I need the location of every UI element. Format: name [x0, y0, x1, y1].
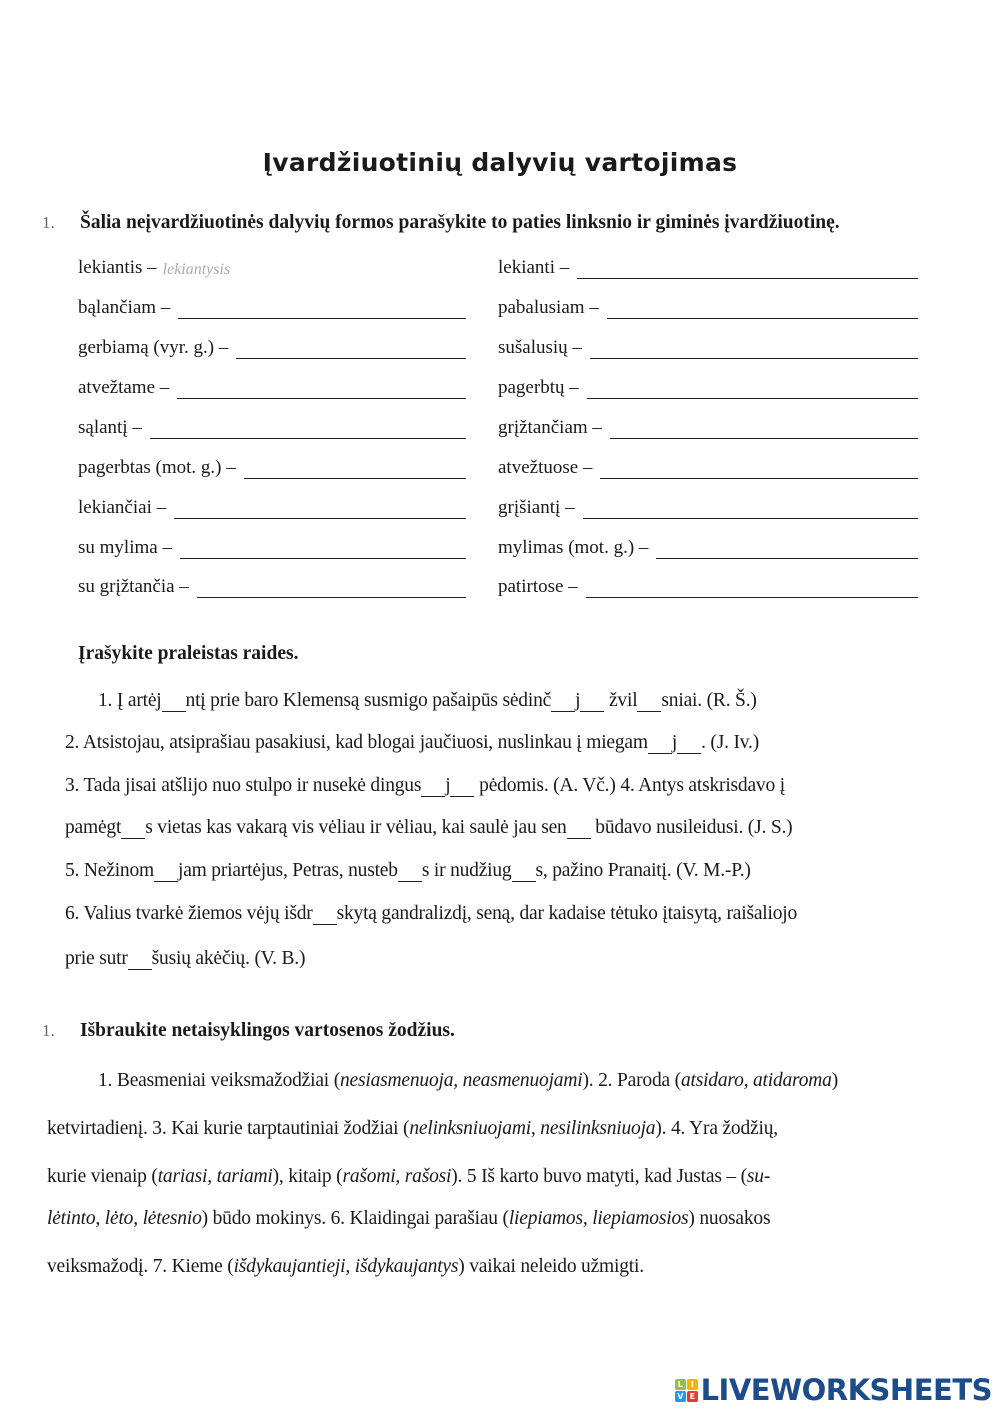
logo-square: L	[675, 1379, 686, 1390]
word-choice[interactable]: išdykaujantieji, išdykaujantys	[233, 1256, 459, 1277]
sentence-text: ketvirtadienį. 3. Kai kurie tarptautiniai žodžiai (	[47, 1118, 410, 1139]
sentence-text: j	[671, 732, 678, 753]
answer-row	[498, 495, 918, 519]
answer-row	[78, 455, 466, 479]
sentence-line	[47, 1256, 644, 1278]
answer-row	[498, 535, 918, 559]
sentence-line	[65, 903, 797, 925]
sentence-text: )	[831, 1070, 839, 1091]
answer-label: atvežtuose –	[498, 457, 593, 478]
answer-label: patirtose –	[498, 576, 578, 597]
task2-heading: Įrašykite praleistas raides.	[78, 643, 299, 664]
letter-blank[interactable]	[677, 735, 701, 754]
answer-row	[498, 375, 918, 399]
answer-row	[498, 415, 918, 439]
answer-input[interactable]	[577, 256, 918, 279]
letter-blank[interactable]	[567, 820, 591, 839]
word-choice[interactable]: nelinksniuojami, nesilinksniuoja	[409, 1118, 656, 1139]
letter-blank[interactable]	[450, 778, 474, 797]
answer-label: lekiančiai –	[78, 497, 167, 518]
logo-squares-icon	[675, 1379, 698, 1402]
sentence-line	[98, 690, 757, 712]
letter-blank[interactable]	[551, 693, 575, 712]
answer-input[interactable]	[180, 536, 466, 559]
task1-instruction: Šalia neįvardžiuotinės dalyvių formos parašykite to paties linksnio ir giminės įvardžiuotinę.	[80, 212, 840, 233]
letter-blank[interactable]	[121, 820, 145, 839]
sentence-text: s ir nudžiug	[421, 860, 512, 881]
word-choice[interactable]: nesiasmenuoja, neasmenuojami	[340, 1070, 583, 1091]
answer-row	[498, 335, 918, 359]
logo-square: V	[675, 1391, 686, 1402]
sentence-text: 2. Atsistojau, atsiprašiau pasakiusi, kad blogai jaučiuosi, nuslinkau į miegam	[65, 732, 648, 753]
sentence-text: . (J. Iv.)	[701, 732, 760, 753]
sentence-text: jam priartėjus, Petras, nusteb	[177, 860, 398, 881]
answer-row	[78, 495, 466, 519]
task1-heading	[42, 212, 840, 234]
answer-row	[498, 455, 918, 479]
sentence-text: ). 5 Iš karto buvo matyti, kad Justas – (	[451, 1166, 747, 1187]
answer-input[interactable]	[177, 376, 466, 399]
sentence-text: 1. Į artėj	[98, 690, 162, 711]
sentence-text: s, pažino Pranaitį. (V. M.-P.)	[535, 860, 751, 881]
letter-blank[interactable]	[154, 863, 178, 882]
word-choice[interactable]: tariasi, tariami	[157, 1166, 273, 1187]
sentence-text: j	[575, 690, 581, 711]
answer-label: grįžtančiam –	[498, 417, 602, 438]
sentence-line	[98, 1070, 838, 1092]
answer-input[interactable]	[587, 376, 918, 399]
sentence-text: veiksmažodį. 7. Kieme (	[47, 1256, 234, 1277]
task3-heading	[42, 1020, 455, 1042]
answer-label: sušalusių –	[498, 337, 582, 358]
letter-blank[interactable]	[580, 693, 604, 712]
answer-label: su mylima –	[78, 537, 172, 558]
answer-input[interactable]	[197, 575, 466, 598]
word-choice[interactable]: rašomi, rašosi	[342, 1166, 452, 1187]
sentence-line	[65, 860, 751, 882]
answer-label: pagerbtų –	[498, 377, 579, 398]
letter-blank[interactable]	[128, 951, 152, 970]
answer-label: sąlantį –	[78, 417, 142, 438]
answer-row	[498, 574, 918, 598]
answer-label: bąlančiam –	[78, 297, 171, 318]
sentence-text: skytą gandralizdį, seną, dar kadaise tėtuko įtaisytą, raišaliojo	[336, 903, 798, 924]
sentence-text: ) vaikai neleido užmigti.	[458, 1256, 644, 1277]
sentence-text: 6. Valius tvarkė žiemos vėjų išdr	[65, 903, 313, 924]
answer-input[interactable]	[150, 416, 466, 439]
answer-input[interactable]	[590, 336, 918, 359]
sentence-line	[65, 732, 759, 754]
sentence-text: sniai. (R. Š.)	[661, 690, 757, 711]
letter-blank[interactable]	[162, 693, 186, 712]
sentence-text: būdavo nusileidusi. (J. S.)	[590, 817, 793, 838]
sentence-line	[65, 775, 785, 797]
answer-input[interactable]	[607, 296, 918, 319]
answer-label: lekianti –	[498, 257, 570, 278]
sentence-text: ), kitaip (	[272, 1166, 343, 1187]
letter-blank[interactable]	[512, 863, 536, 882]
sentence-text: pamėgt	[65, 817, 122, 838]
sentence-text: 1. Beasmeniai veiksmažodžiai (	[98, 1070, 340, 1091]
answer-label: su grįžtančia –	[78, 576, 189, 597]
answer-input[interactable]	[656, 536, 918, 559]
sentence-text: prie sutr	[65, 948, 128, 969]
sentence-line	[65, 948, 305, 970]
task1-number: 1.	[42, 213, 55, 232]
answer-label: grįšiantį –	[498, 497, 575, 518]
answer-input[interactable]	[178, 296, 466, 319]
answer-label: pabalusiam –	[498, 297, 599, 318]
answer-row	[498, 255, 918, 279]
sentence-text: 5. Nežinom	[65, 860, 154, 881]
example-answer: lekiantysis	[162, 261, 231, 278]
sentence-text: ) nuosakos	[688, 1208, 771, 1229]
page-title: Įvardžiuotinių dalyvių vartojimas	[262, 148, 738, 177]
letter-blank[interactable]	[637, 693, 661, 712]
answer-row	[78, 535, 466, 559]
sentence-line	[47, 1208, 770, 1230]
sentence-line	[47, 1166, 770, 1188]
sentence-line	[47, 1118, 778, 1140]
sentence-text: ntį prie baro Klemensą susmigo pašaipūs sėdinč	[185, 690, 552, 711]
logo-text: LIVEWORKSHEETS	[700, 1373, 992, 1407]
sentence-text: šusių akėčių. (V. B.)	[151, 948, 306, 969]
sentence-text: j	[445, 775, 451, 796]
answer-label: gerbiamą (vyr. g.) –	[78, 337, 229, 358]
answer-row	[78, 574, 466, 598]
sentence-text: ). 2. Paroda (	[582, 1070, 681, 1091]
letter-blank[interactable]	[421, 778, 445, 797]
letter-blank[interactable]	[648, 735, 672, 754]
answer-row	[78, 295, 466, 319]
sentence-text: pėdomis. (A. Vč.) 4. Antys atskrisdavo į	[474, 775, 785, 796]
answer-row	[498, 295, 918, 319]
answer-input[interactable]	[600, 456, 918, 479]
liveworksheets-logo	[675, 1373, 992, 1407]
sentence-text: kurie vienaip (	[47, 1166, 158, 1187]
answer-row	[78, 335, 466, 359]
sentence-text: 3. Tada jisai atšlijo nuo stulpo ir nusekė dingus	[65, 775, 422, 796]
word-choice[interactable]: liepiamos, liepiamosios	[508, 1208, 689, 1229]
sentence-text: s vietas kas vakarą vis vėliau ir vėliau, kai saulė jau sen	[145, 817, 567, 838]
logo-square: I	[687, 1379, 698, 1390]
answer-input[interactable]	[583, 496, 918, 519]
task3-number: 1.	[42, 1021, 55, 1040]
answer-input[interactable]	[244, 456, 466, 479]
task3-instruction: Išbraukite netaisyklingos vartosenos žodžius.	[80, 1020, 455, 1041]
answer-label: atvežtame –	[78, 377, 170, 398]
answer-input[interactable]	[586, 575, 918, 598]
word-choice[interactable]: lėtinto, lėto, lėtesnio	[47, 1208, 202, 1229]
letter-blank[interactable]	[398, 863, 422, 882]
letter-blank[interactable]	[313, 906, 337, 925]
answer-label: mylimas (mot. g.) –	[498, 537, 649, 558]
sentence-line	[65, 817, 792, 839]
answer-input[interactable]	[236, 336, 466, 359]
word-choice[interactable]: su-	[746, 1166, 771, 1187]
answer-input[interactable]	[174, 496, 466, 519]
answer-input[interactable]	[610, 416, 918, 439]
answer-label: lekiantis –	[78, 257, 157, 278]
sentence-text: ). 4. Yra žodžių,	[655, 1118, 778, 1139]
answer-row	[78, 415, 466, 439]
sentence-text: ) būdo mokinys. 6. Klaidingai parašiau (	[201, 1208, 509, 1229]
sentence-text: žvil	[604, 690, 638, 711]
logo-square: E	[687, 1391, 698, 1402]
answer-row	[78, 375, 466, 399]
answer-row	[78, 255, 466, 279]
word-choice[interactable]: atsidaro, atidaroma	[680, 1070, 832, 1091]
answer-label: pagerbtas (mot. g.) –	[78, 457, 236, 478]
